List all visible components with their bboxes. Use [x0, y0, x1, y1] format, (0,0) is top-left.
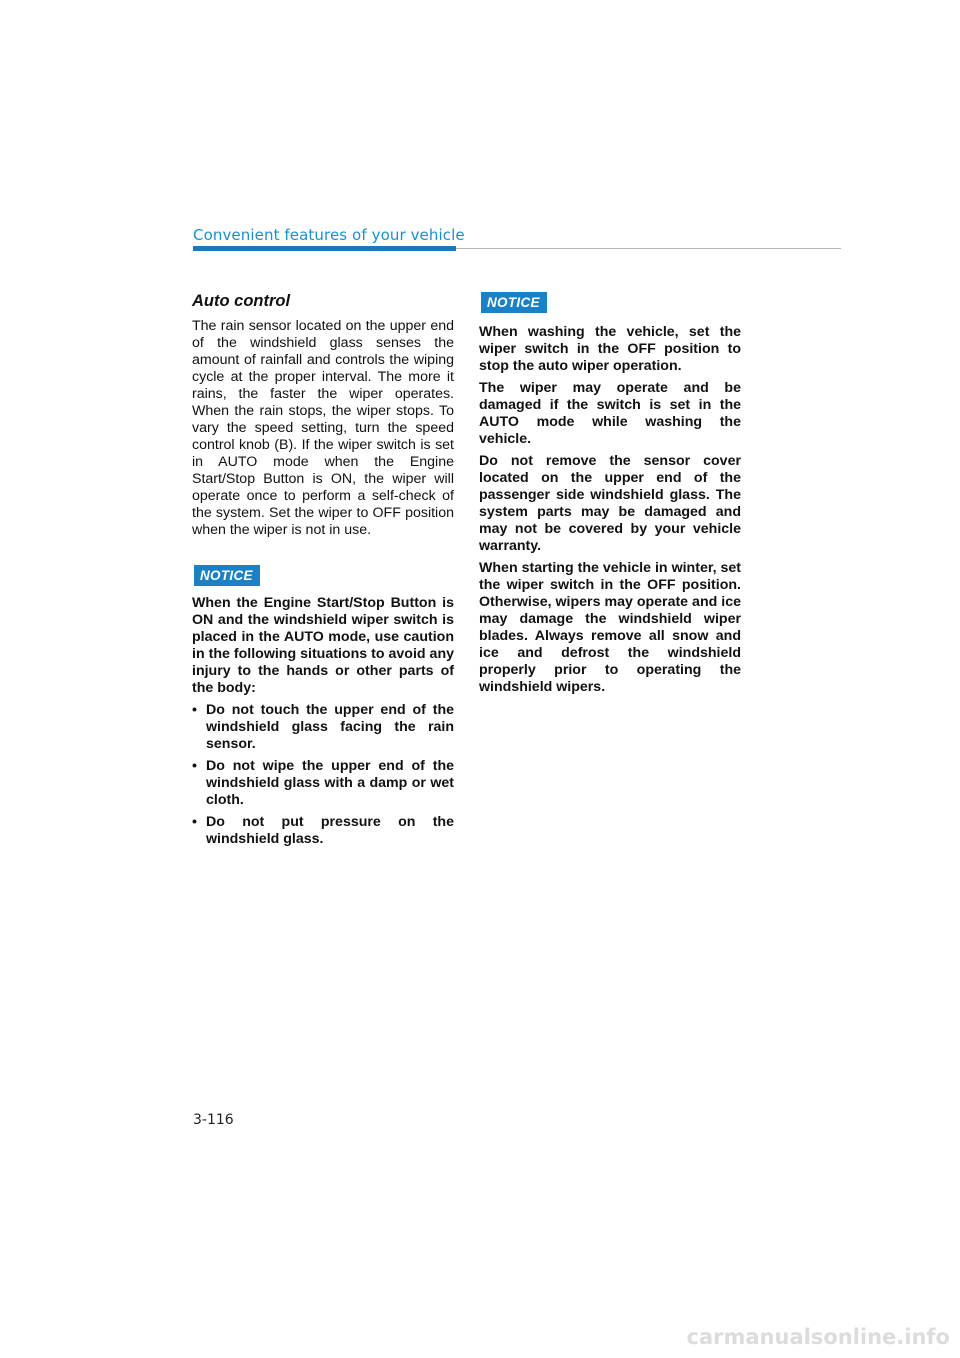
left-column — [192, 292, 454, 853]
section-header-title: Convenient features of your vehicle — [193, 226, 465, 244]
bullet-icon: • — [192, 814, 197, 830]
list-item — [192, 702, 454, 753]
bullet-text: Do not put pressure on the windshield glass. — [206, 814, 454, 847]
bullet-text: Do not touch the upper end of the windshield glass facing the rain sensor. — [206, 702, 454, 752]
notice-paragraph: When washing the vehicle, set the wiper switch in the OFF position to stop the auto wiper operation. — [479, 324, 741, 374]
list-item — [192, 758, 454, 809]
right-column — [479, 292, 741, 701]
watermark: carmanualsonline.info — [686, 1325, 950, 1349]
bullet-text: Do not wipe the upper end of the windshield glass with a damp or wet cloth. — [206, 758, 454, 808]
bullet-icon: • — [192, 702, 197, 718]
bullet-icon: • — [192, 758, 197, 774]
notice-badge: NOTICE — [481, 292, 547, 313]
auto-control-paragraph: The rain sensor located on the upper end of the windshield glass senses the amount of rainfall and controls the wiping cycle at the proper interval. The more it rains, the faster the wiper operates. When the rain stops, the wiper stops. To vary the speed setting, turn the speed control knob (B). If the wiper switch is set in AUTO mode when the Engine Start/Stop Button is ON, the wiper will operate once to perform a self-check of the system. Set the wiper to OFF position when the wiper is not in use. — [192, 318, 454, 538]
notice-text: When the Engine Start/Stop Button is ON and the windshield wiper switch is placed in the AUTO mode, use caution in the following situations to avoid any injury to the hands or other parts of the body: — [192, 595, 454, 696]
header-accent-bar — [193, 246, 456, 251]
notice-paragraph: When starting the vehicle in winter, set the wiper switch in the OFF position. Otherwise, wipers may operate and ice may damage the windshield wiper blades. Always remove all snow and ice and defrost the windshield properly prior to operating the windshield wipers. — [479, 560, 741, 695]
notice-badge: NOTICE — [194, 565, 260, 586]
notice-bullet-list — [192, 702, 454, 848]
section-heading: Auto control — [192, 292, 291, 310]
page-number: 3-116 — [193, 1112, 234, 1128]
notice-paragraph: Do not remove the sensor cover located on the upper end of the passenger side windshield glass. The system parts may be damaged and may not be covered by your vehicle warranty. — [479, 453, 741, 554]
header-divider-line — [456, 248, 841, 249]
notice-paragraph: The wiper may operate and be damaged if the switch is set in the AUTO mode while washing the vehicle. — [479, 380, 741, 447]
list-item — [192, 814, 454, 848]
